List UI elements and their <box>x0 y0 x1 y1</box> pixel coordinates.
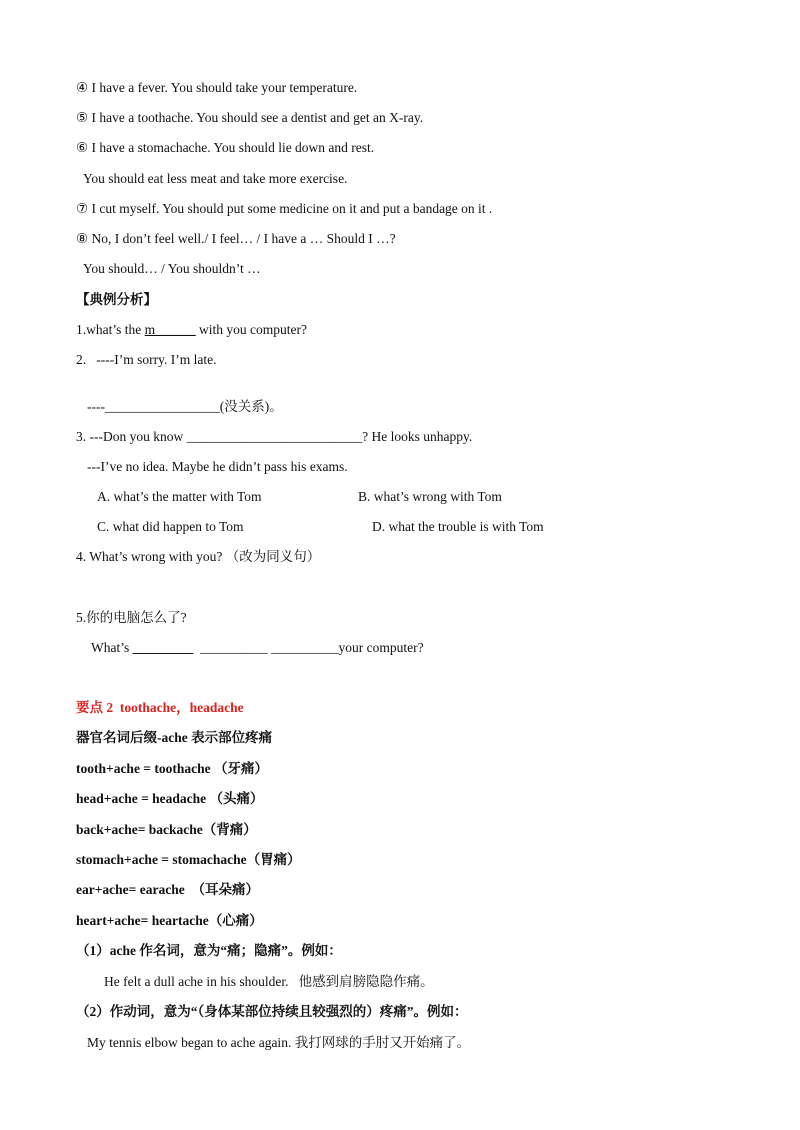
usage-1-example: He felt a dull ache in his shoulder. 他感到肩膀隐隐作痛。 <box>104 974 434 989</box>
ache-word-toothache: tooth+ache = toothache （牙痛） <box>76 761 268 776</box>
ache-word-earache: ear+ache= earache （耳朵痛） <box>76 882 259 897</box>
point-2-intro: 器官名词后缀-ache 表示部位疼痛 <box>76 730 273 745</box>
question-3-reply: ---I’ve no idea. Maybe he didn’t pass his exams. <box>87 459 348 474</box>
q1-post: with you computer? <box>195 322 307 337</box>
usage-1-title: （1）ache 作名词，意为“痛；隐痛”。例如： <box>76 943 342 958</box>
example-header: 【典例分析】 <box>76 292 157 307</box>
sentence-8-cont: You should… / You shouldn’t … <box>83 261 261 276</box>
question-4: 4. What’s wrong with you? （改为同义句） <box>76 549 321 564</box>
q5-post: your computer? <box>338 640 424 655</box>
option-c: C. what did happen to Tom <box>97 519 244 534</box>
option-d: D. what the trouble is with Tom <box>372 519 544 534</box>
question-5-fill <box>91 639 424 657</box>
usage-2-example: My tennis elbow began to ache again. 我打网球的手肘又开始痛了。 <box>87 1035 471 1050</box>
q5-blank-1: _________ <box>132 640 194 655</box>
question-1 <box>76 321 307 339</box>
option-a: A. what’s the matter with Tom <box>97 489 262 504</box>
sentence-8: ⑧ No, I don’t feel well./ I feel… / I have a … Should I …? <box>76 231 396 246</box>
q5-pre: What’s <box>91 640 133 655</box>
question-5-stem: 5.你的电脑怎么了? <box>76 610 187 625</box>
q1-pre: 1.what’s the <box>76 322 145 337</box>
ache-word-backache: back+ache= backache（背痛） <box>76 822 257 837</box>
point-2-title: 要点 2 toothache，headache <box>76 700 244 715</box>
question-2-answer: ----_________________(没关系)。 <box>87 399 283 414</box>
sentence-4: ④ I have a fever. You should take your temperature. <box>76 80 358 95</box>
question-3-stem: 3. ---Don you know __________________________? He looks unhappy. <box>76 429 473 444</box>
ache-word-stomachache: stomach+ache = stomachache（胃痛） <box>76 852 301 867</box>
option-b: B. what’s wrong with Tom <box>358 489 502 504</box>
sentence-5: ⑤ I have a toothache. You should see a dentist and get an X-ray. <box>76 110 424 125</box>
question-2: 2. ----I’m sorry. I’m late. <box>76 352 217 367</box>
sentence-7: ⑦ I cut myself. You should put some medicine on it and put a bandage on it . <box>76 201 493 216</box>
ache-word-heartache: heart+ache= heartache（心痛） <box>76 913 263 928</box>
sentence-6-cont: You should eat less meat and take more exercise. <box>83 171 348 186</box>
q5-blank-2: __________ <box>200 640 268 655</box>
ache-word-headache: head+ache = headache （头痛） <box>76 791 264 806</box>
usage-2-title: （2）作动词，意为“（身体某部位持续且较强烈的）疼痛”。例如： <box>76 1004 468 1019</box>
q1-blank: m______ <box>144 322 196 337</box>
sentence-6: ⑥ I have a stomachache. You should lie down and rest. <box>76 140 375 155</box>
q5-blank-3: __________ <box>271 640 339 655</box>
